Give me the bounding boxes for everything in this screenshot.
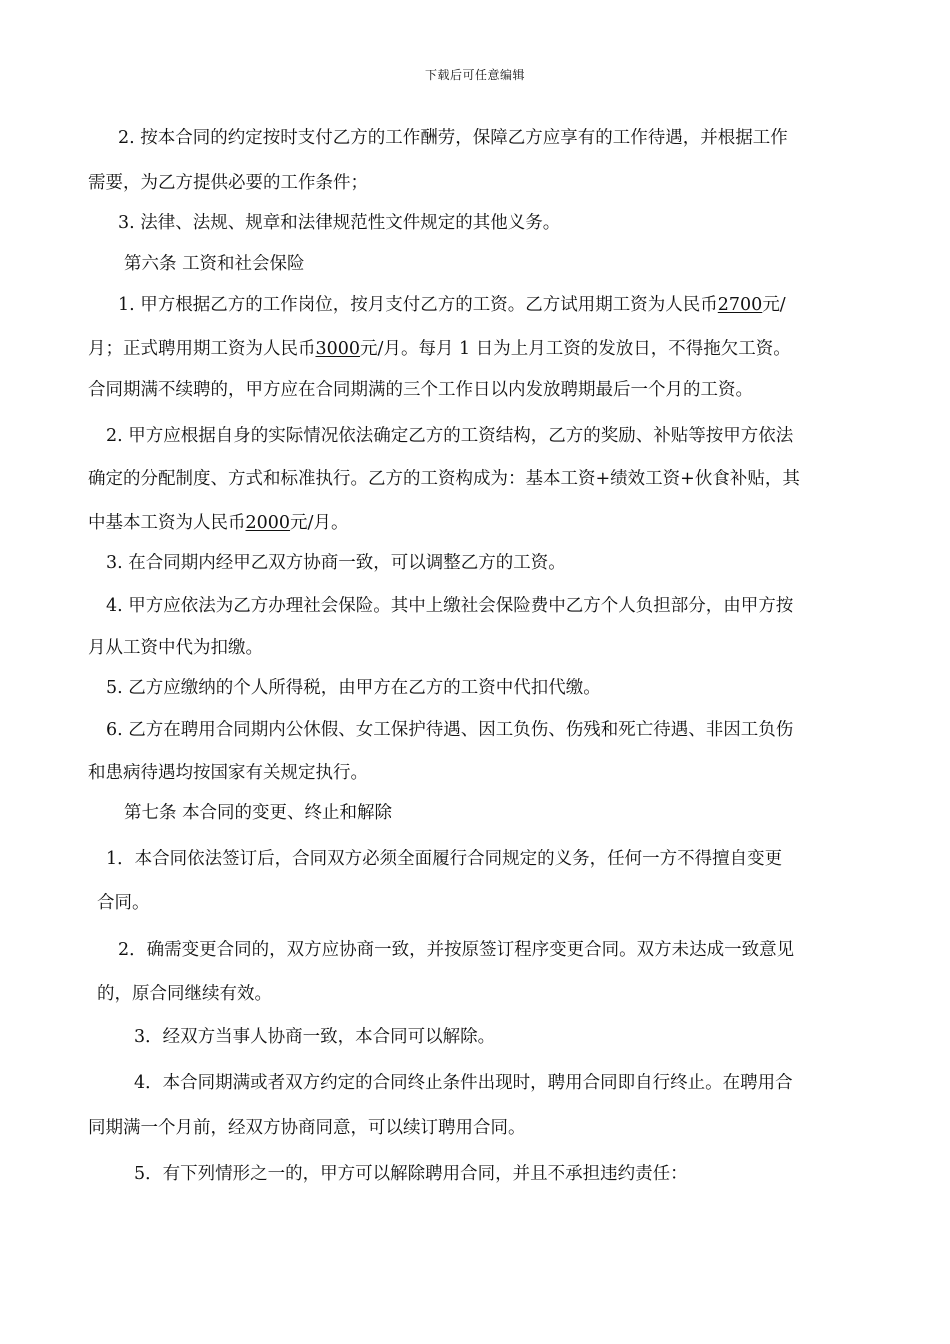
text: 1. 甲方根据乙方的工作岗位，按月支付乙方的工资。乙方试用期工资为人民币 [118, 295, 718, 315]
clause6-item1-line2 [88, 337, 791, 361]
clause6-item4-line1: 4. 甲方应依法为乙方办理社会保险。其中上缴社会保险费中乙方个人负担部分，由甲方按 [106, 596, 794, 616]
clause6-title: 第六条 工资和社会保险 [124, 254, 305, 274]
clause6-item4-line2: 月从工资中代为扣缴。 [88, 638, 263, 658]
probation-wage: 2700 [717, 295, 763, 315]
clause6-item1-line3: 合同期满不续聘的，甲方应在合同期满的三个工作日以内发放聘期最后一个月的工资。 [88, 380, 753, 400]
formal-wage: 3000 [315, 339, 361, 359]
clause7-title: 第七条 本合同的变更、终止和解除 [124, 803, 393, 823]
clause6-item2-line2: 确定的分配制度、方式和标准执行。乙方的工资构成为：基本工资+绩效工资+伙食补贴，其 [88, 469, 800, 489]
clause5-item2-line2: 需要，为乙方提供必要的工作条件； [88, 173, 368, 193]
clause7-item1-line2: 合同。 [97, 893, 150, 913]
clause6-item2-line1: 2. 甲方应根据自身的实际情况依法确定乙方的工资结构，乙方的奖励、补贴等按甲方依法 [106, 426, 794, 446]
text: 中基本工资为人民币 [88, 513, 246, 533]
clause6-item2-line3 [88, 511, 348, 535]
clause6-item3: 3. 在合同期内经甲乙双方协商一致，可以调整乙方的工资。 [106, 553, 566, 573]
clause7-item4-line1: 4．本合同期满或者双方约定的合同终止条件出现时，聘用合同即自行终止。在聘用合 [134, 1073, 793, 1093]
clause7-item2-line1: 2．确需变更合同的，双方应协商一致，并按原签订程序变更合同。双方未达成一致意见 [118, 940, 795, 960]
clause6-item1-line1 [118, 293, 786, 317]
page-header-note: 下载后可任意编辑 [424, 68, 525, 82]
clause6-item6-line2: 和患病待遇均按国家有关规定执行。 [88, 763, 368, 783]
basic-wage: 2000 [245, 513, 291, 533]
clause6-item5: 5. 乙方应缴纳的个人所得税，由甲方在乙方的工资中代扣代缴。 [106, 678, 601, 698]
clause6-item6-line1: 6. 乙方在聘用合同期内公休假、女工保护待遇、因工负伤、伤残和死亡待遇、非因工负伤 [106, 720, 794, 740]
clause7-item4-line2: 同期满一个月前，经双方协商同意，可以续订聘用合同。 [88, 1118, 526, 1138]
clause7-item5: 5．有下列情形之一的，甲方可以解除聘用合同，并且不承担违约责任： [134, 1164, 688, 1184]
text: 元/月。 [290, 513, 349, 533]
clause7-item2-line2: 的，原合同继续有效。 [97, 984, 272, 1004]
clause7-item1-line1: 1．本合同依法签订后，合同双方必须全面履行合同规定的义务，任何一方不得擅自变更 [106, 849, 783, 869]
text: 月；正式聘用期工资为人民币 [88, 339, 316, 359]
text: 元/ [762, 295, 786, 315]
clause7-item3: 3．经双方当事人协商一致，本合同可以解除。 [134, 1027, 496, 1047]
clause5-item2-line1: 2. 按本合同的约定按时支付乙方的工作酬劳，保障乙方应享有的工作待遇，并根据工作 [118, 128, 788, 148]
text: 元/月。每月 1 日为上月工资的发放日，不得拖欠工资。 [360, 339, 791, 359]
clause5-item3: 3. 法律、法规、规章和法律规范性文件规定的其他义务。 [118, 213, 561, 233]
